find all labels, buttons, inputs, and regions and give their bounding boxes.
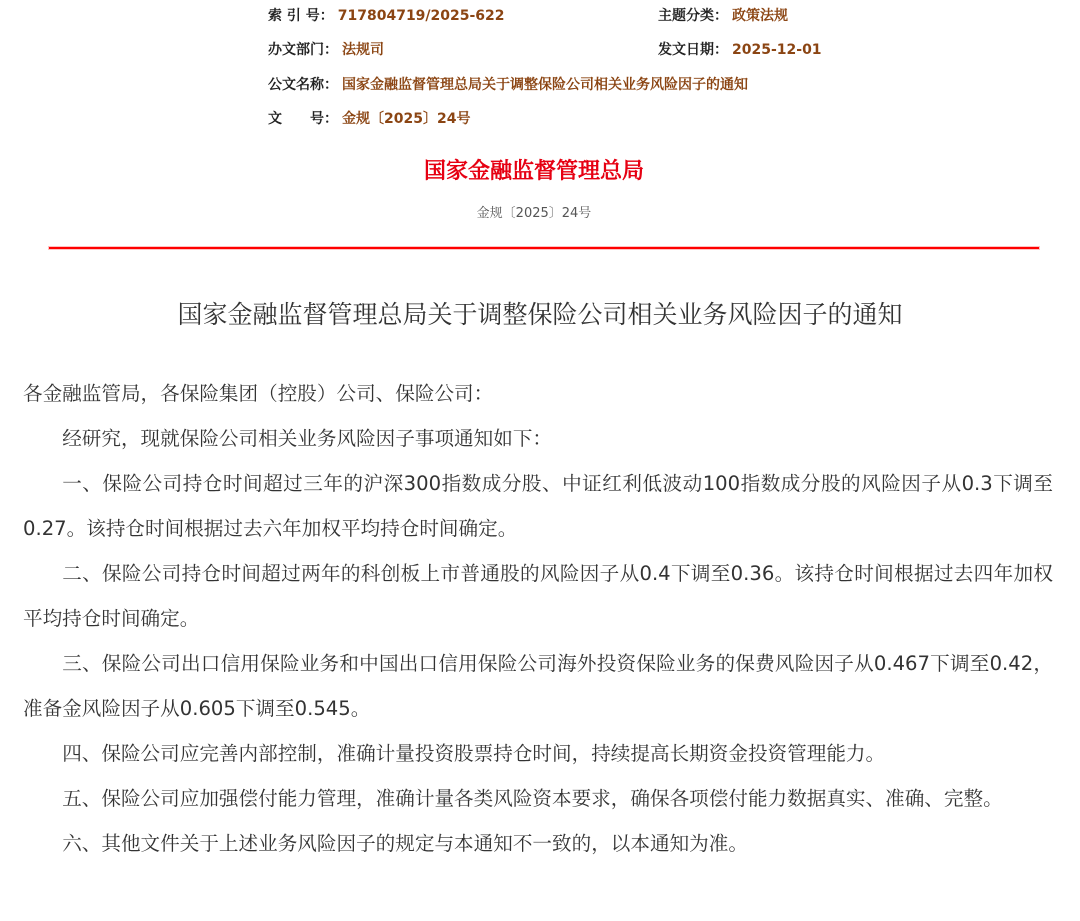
meta-department-value: 法规司 [342, 42, 384, 58]
meta-index-no-label: 索 引 号： [268, 8, 334, 24]
meta-doc-number-value: 金规〔2025〕24号 [342, 111, 471, 127]
meta-doc-name-value: 国家金融监督管理总局关于调整保险公司相关业务风险因子的通知 [342, 77, 748, 93]
meta-doc-number-label: 文 号： [268, 111, 338, 127]
document-title: 国家金融监督管理总局关于调整保险公司相关业务风险因子的通知 [177, 300, 903, 329]
meta-category-label: 主题分类： [658, 8, 728, 24]
meta-index-no [268, 5, 505, 27]
document-body [23, 371, 1053, 866]
paragraph-item-5: 五、保险公司应加强偿付能力管理，准确计量各类风险资本要求，确保各项偿付能力数据真实、准确、完整。 [62, 787, 1003, 810]
document-metadata [0, 0, 1080, 140]
meta-doc-number [268, 108, 470, 130]
meta-index-no-value: 717804719/2025-622 [337, 8, 505, 24]
meta-doc-name [268, 74, 748, 96]
meta-category-value: 政策法规 [732, 8, 788, 24]
salutation: 各金融监管局，各保险集团（控股）公司、保险公司： [23, 382, 494, 405]
issuer-heading: 国家金融监督管理总局 [423, 159, 644, 184]
meta-issue-date [658, 39, 822, 61]
paragraph-item-1: 一、保险公司持仓时间超过三年的沪深300指数成分股、中证红利低波动100指数成分股的风险因子从0.3下调至0.27。该持仓时间根据过去六年加权平均持仓时间确定。 [23, 472, 1053, 540]
red-header-rule [49, 247, 1039, 249]
paragraph-item-4: 四、保险公司应完善内部控制，准确计量投资股票持仓时间，持续提高长期资金投资管理能力。 [62, 742, 886, 765]
paragraph-item-2: 二、保险公司持仓时间超过两年的科创板上市普通股的风险因子从0.4下调至0.36。该持仓时间根据过去四年加权平均持仓时间确定。 [23, 562, 1053, 630]
meta-issue-date-value: 2025-12-01 [732, 42, 822, 58]
meta-department-label: 办文部门： [268, 42, 338, 58]
meta-category [658, 5, 788, 27]
paragraph-item-6: 六、其他文件关于上述业务风险因子的规定与本通知不一致的，以本通知为准。 [62, 832, 748, 855]
meta-issue-date-label: 发文日期： [658, 42, 728, 58]
meta-doc-name-label: 公文名称： [268, 77, 338, 93]
paragraph-item-3: 三、保险公司出口信用保险业务和中国出口信用保险公司海外投资保险业务的保费风险因子从0.467下调至0.42，准备金风险因子从0.605下调至0.545。 [23, 652, 1053, 720]
meta-department [268, 39, 384, 61]
document-number: 金规〔2025〕24号 [476, 206, 592, 221]
paragraph-intro: 经研究，现就保险公司相关业务风险因子事项通知如下： [62, 427, 553, 450]
